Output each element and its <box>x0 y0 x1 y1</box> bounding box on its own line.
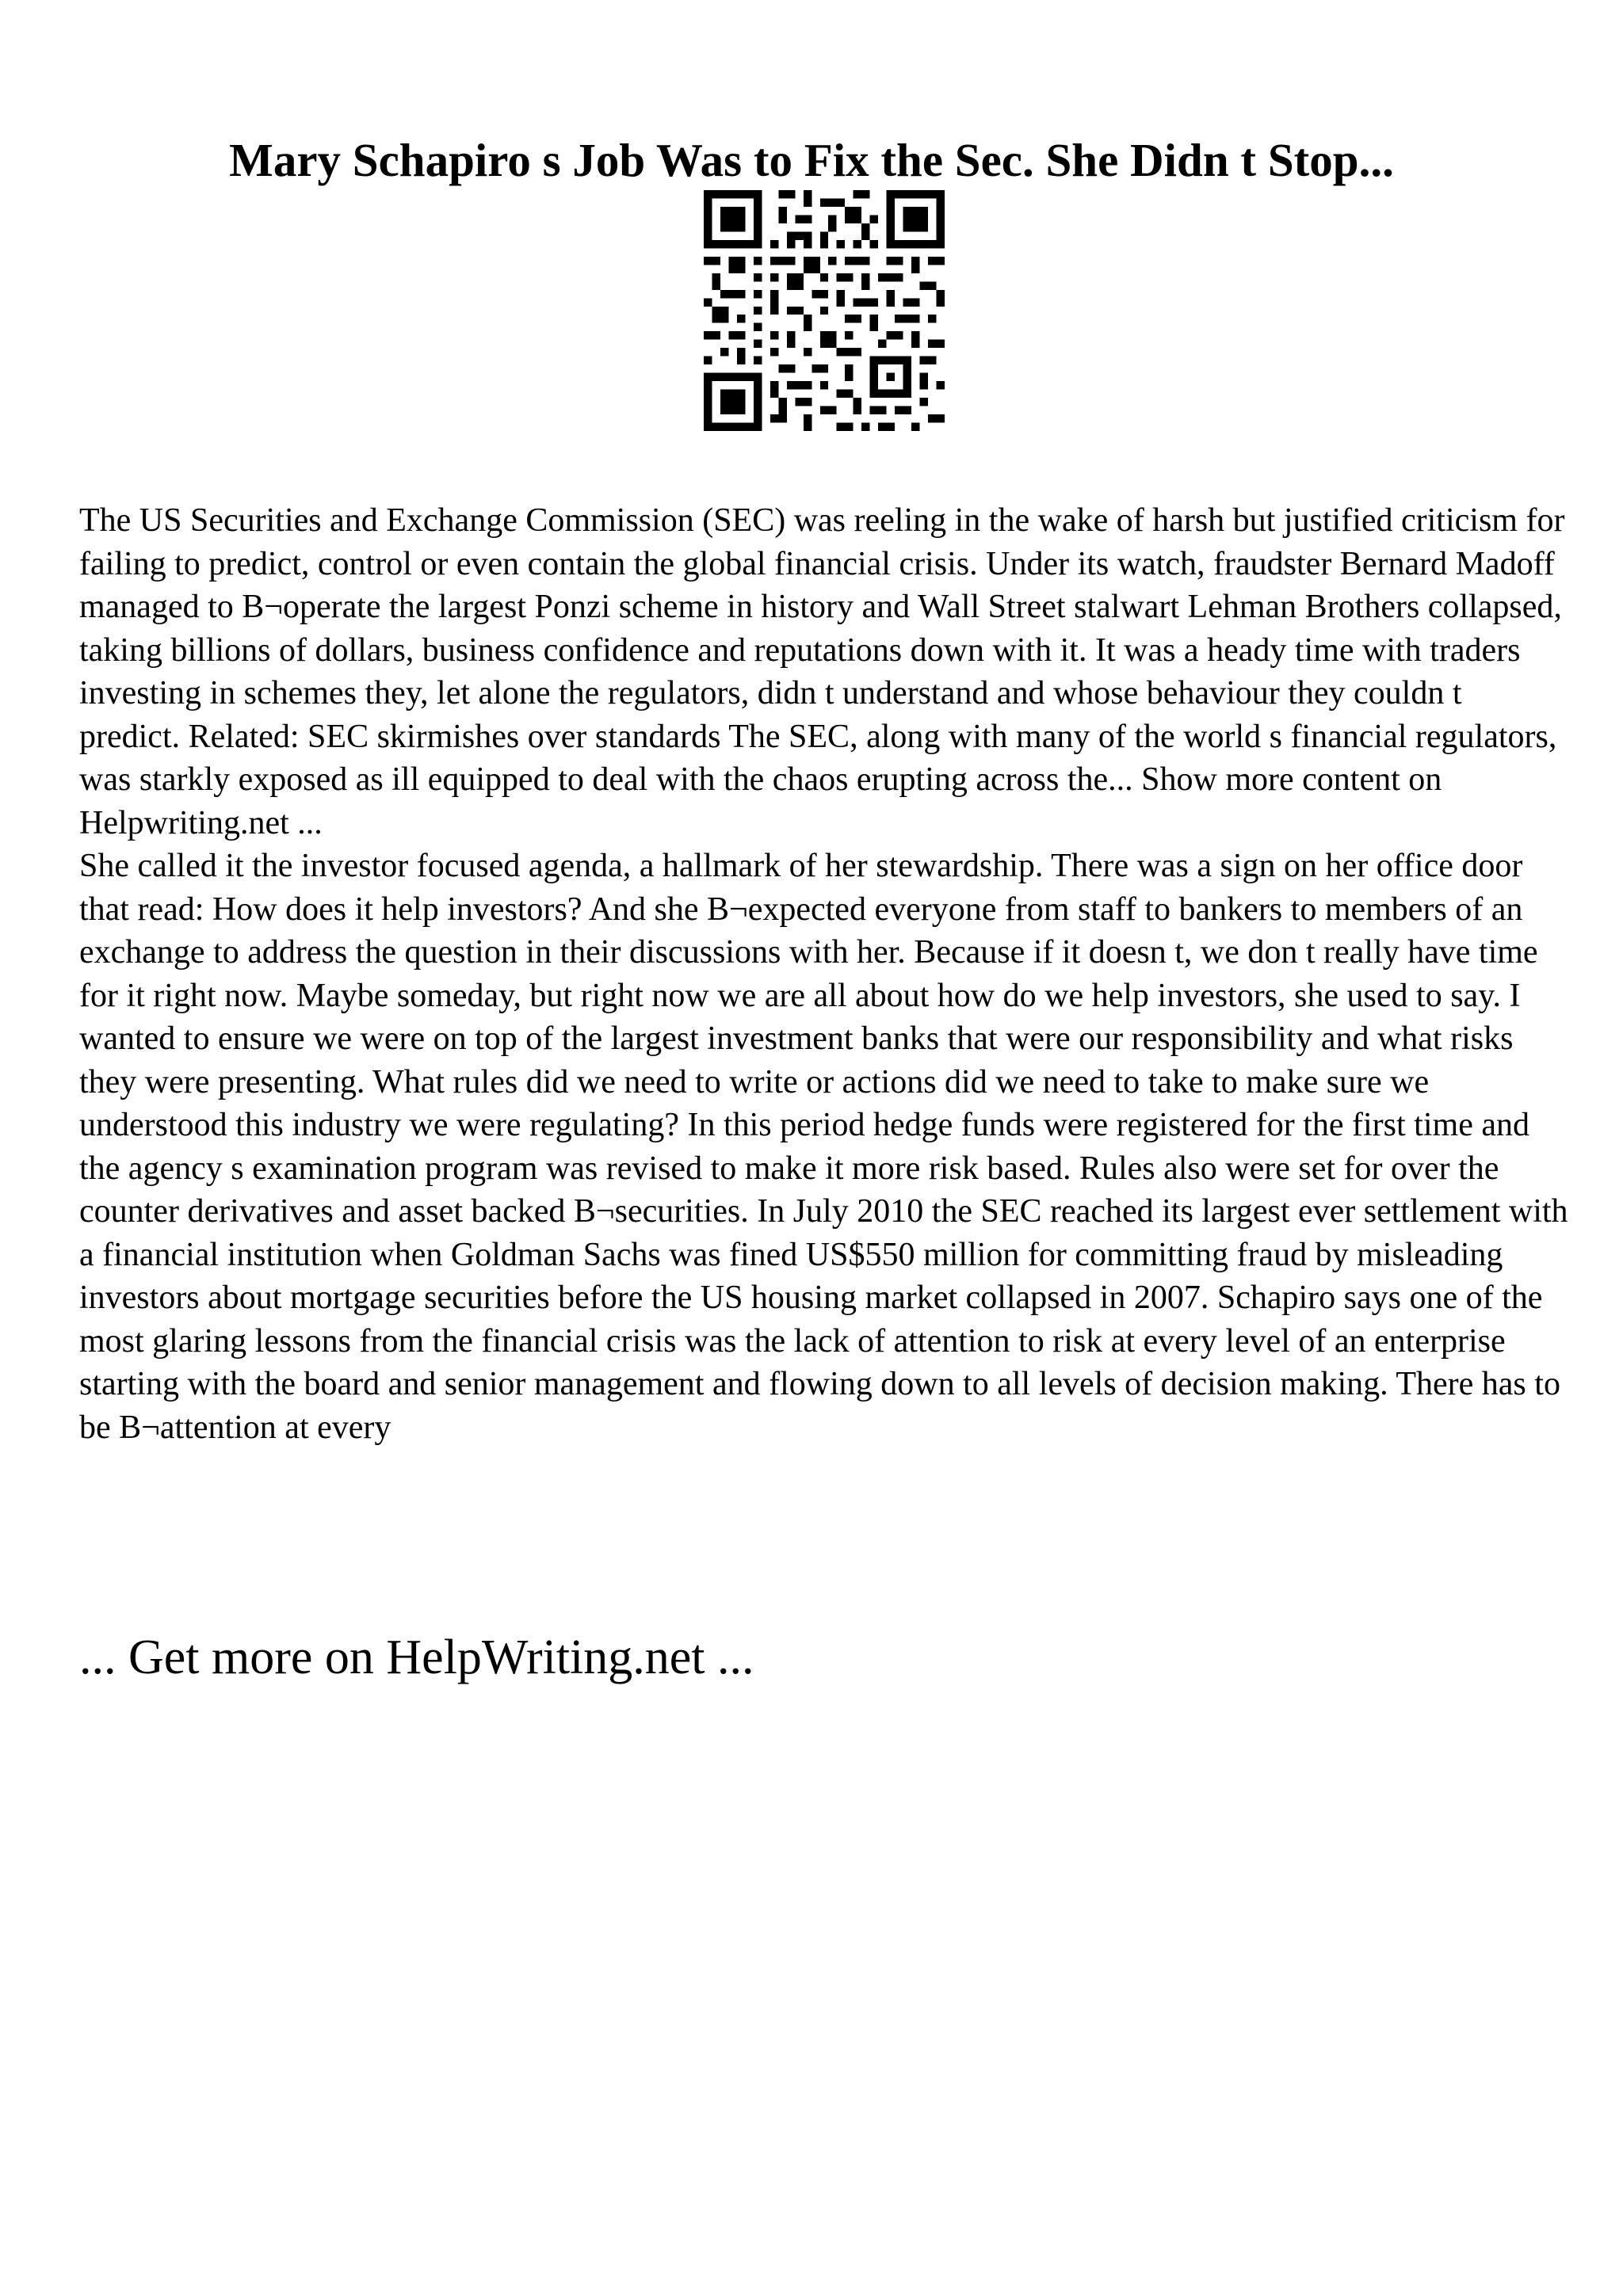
article-paragraph-2: She called it the investor focused agenda, a hallmark of her stewardship. There was a sign on her office door that read: How does it help investors? And she B¬expected everyone from staff to bankers to members of an exchange to address the question in their discussions with her. Because if it doesn t, we don t really have time for it right now. Maybe someday, but right now we are all about how do we help investors, she used to say. I wanted to ensure we were on top of the largest investment banks that were our responsibility and what risks they were presenting. What rules did we need to write or actions did we need to take to make sure we understood this industry we were regulating? In this period hedge funds were registered for the first time and the agency s examination program was revised to make it more risk based. Rules also were set for over the counter derivatives and asset backed B¬securities. In July 2010 the SEC reached its largest ever settlement with a financial institution when Goldman Sachs was fined US$550 million for committing fraud by misleading investors about mortgage securities before the US housing market collapsed in 2007. Schapiro says one of the most glaring lessons from the financial crisis was the lack of attention to risk at every level of an enterprise starting with the board and senior management and flowing down to all levels of decision making. There has to be B¬attention at every <box>79 848 1568 1446</box>
article-paragraph-1: The US Securities and Exchange Commission (SEC) was reeling in the wake of harsh but justified criticism for failing to predict, control or even contain the global financial crisis. Under its watch, fraudster Bernard Madoff managed to B¬operate the largest Ponzi scheme in history and Wall Street stalwart Lehman Brothers collapsed, taking billions of dollars, business confidence and reputations down with it. It was a heady time with traders investing in schemes they, let alone the regulators, didn t understand and whose behaviour they couldn t predict. Related: SEC skirmishes over standards The SEC, along with many of the world s financial regulators, was starkly exposed as ill equipped to deal with the chaos erupting across the... Show more content on Helpwriting.net ... <box>79 502 1565 841</box>
get-more-link[interactable]: ... Get more on HelpWriting.net ... <box>79 1630 754 1684</box>
qr-code-icon <box>704 190 945 431</box>
article-body <box>79 499 1569 1449</box>
document-title: Mary Schapiro s Job Was to Fix the Sec. She Didn t Stop... <box>229 133 1394 186</box>
